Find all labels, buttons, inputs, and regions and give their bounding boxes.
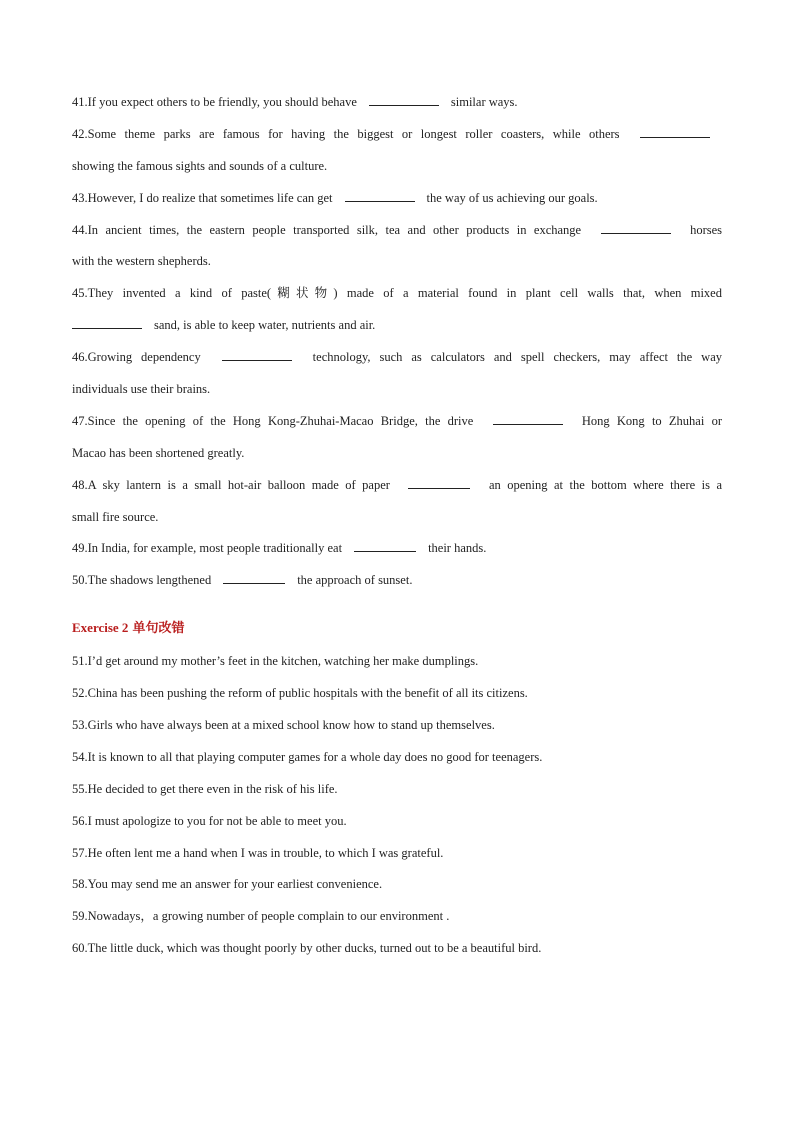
question-41 [72,94,722,110]
answer-blank[interactable] [369,94,439,106]
question-text: 50.The shadows lengthened [72,573,212,588]
question-46-cont [72,381,722,397]
question-text: 49.In India, for example, most people traditionally eat [72,541,343,556]
section-heading-cn: 单句改错 [132,621,185,637]
answer-blank[interactable] [222,349,292,361]
question-text: their hands. [428,541,487,556]
question-text: 42.Some theme parks are famous for having the biggest or longest roller coasters, while others [72,126,620,141]
question-47 [72,413,722,429]
question-text: the way of us achieving our goals. [426,190,598,205]
question-text: the approach of sunset. [297,573,413,588]
question-44-cont [72,253,722,269]
question-49 [72,540,722,556]
question-42-cont [72,158,722,174]
worksheet-page [72,94,722,972]
answer-blank[interactable] [223,572,285,584]
question-text: 47.Since the opening of the Hong Kong-Zhuhai-Macao Bridge, the drive [72,413,474,428]
question-42 [72,126,722,142]
correction-item-52: 52.China has been pushing the reform of public hospitals with the benefit of all its citizens. [72,686,528,701]
question-45-cont [72,317,722,333]
question-text: an opening at the bottom where there is a [488,477,723,492]
question-text: similar ways. [450,95,518,109]
question-48 [72,477,722,493]
question-text: individuals use their brains. [72,382,211,397]
answer-blank[interactable] [493,413,563,425]
question-47-cont [72,445,722,461]
answer-blank[interactable] [408,477,470,489]
question-text: technology, such as calculators and spell checkers, may affect the way [312,350,723,365]
correction-item-60: 60.The little duck, which was thought poorly by other ducks, turned out to be a beautiful bird. [72,941,542,956]
question-46 [72,349,722,365]
correction-item-56: 56.I must apologize to you for not be able to meet you. [72,813,347,828]
question-text: 43.However, I do realize that sometimes life can get [72,190,333,205]
question-text: 45.They invented a kind of paste(糊状物) made of a material found in plant cell walls that, when mixed [72,286,722,301]
question-43 [72,190,722,206]
section-heading-en: Exercise 2 [72,620,129,636]
question-text: sand, is able to keep water, nutrients and air. [154,318,376,333]
correction-item-57: 57.He often lent me a hand when I was in trouble, to which I was grateful. [72,845,444,860]
question-48-cont [72,509,722,525]
correction-item-55: 55.He decided to get there even in the risk of his life. [72,781,338,796]
question-text: Macao has been shortened greatly. [72,445,245,460]
question-text: with the western shepherds. [72,254,211,269]
answer-blank[interactable] [640,126,710,138]
question-50 [72,572,722,588]
question-text: showing the famous sights and sounds of a culture. [72,158,328,173]
question-text: 46.Growing dependency [72,350,201,365]
correction-item-51: 51.I’d get around my mother’s feet in the kitchen, watching her make dumplings. [72,654,479,669]
correction-item-58: 58.You may send me an answer for your earliest convenience. [72,877,383,892]
question-text: horses [690,222,723,237]
correction-item-53: 53.Girls who have always been at a mixed school know how to stand up themselves. [72,718,495,733]
question-text: small fire source. [72,509,159,524]
answer-blank[interactable] [72,317,142,329]
question-text: 41.If you expect others to be friendly, you should behave [72,95,357,109]
question-44 [72,222,722,238]
question-text: 44.In ancient times, the eastern people transported silk, tea and other products in exchange [72,222,582,237]
answer-blank[interactable] [601,222,671,234]
answer-blank[interactable] [345,190,415,202]
correction-item-59: 59.Nowadays，a growing number of people complain to our environment . [72,909,450,924]
question-text: 48.A sky lantern is a small hot-air balloon made of paper [72,477,390,492]
question-45 [72,285,722,301]
correction-item-54: 54.It is known to all that playing computer games for a whole day does no good for teenagers. [72,749,543,764]
answer-blank[interactable] [354,540,416,552]
section-heading [72,620,722,637]
question-text: Hong Kong to Zhuhai or [581,413,723,428]
